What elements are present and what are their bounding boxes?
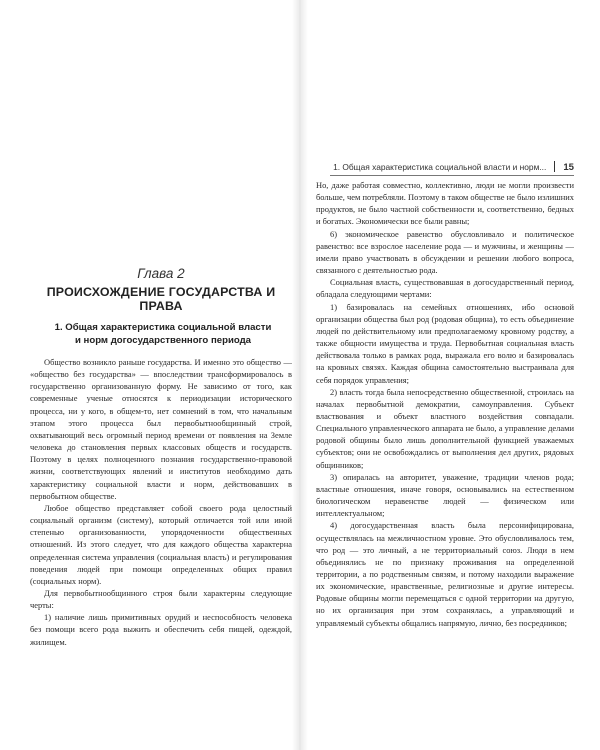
section-title-line-2: и норм догосударственного периода (74, 335, 252, 346)
left-page-body (30, 356, 292, 648)
running-head-title: 1. Общая характеристика социальной власти и норм... (333, 162, 547, 172)
body-paragraph: Социальная власть, существовавшая в догосударственный период, обладала следующими чертами: (316, 277, 574, 300)
body-paragraph: 2) власть тогда была непосредственно общественной, строилась на началах первобытной демократии, самоуправления. Субъект властвования и объект властного воздействия совпадали. Специального управленческого аппарата не было, а управление делами родовой общины было лишь дополнительной функцией уважаемых субъектов; они не освобождались от выполнения дел других, рядовых общинников; (316, 386, 574, 470)
body-paragraph: Но, даже работая совместно, коллективно, люди не могли произвести больше, чем потребляли. Поэтому в таком обществе не было излишних продуктов, не было частной собственности и, соответственно, бедных и богатых. Экономически все были равны; (316, 180, 574, 227)
chapter-title: ПРОИСХОЖДЕНИЕ ГОСУДАРСТВА И ПРАВА (46, 285, 276, 313)
body-paragraph: Любое общество представляет собой своего рода целостный социальный организм (систему), который отличается той или иной степенью организованности, упорядоченности общественных отношений. Из этого следует, что для каждого общества характерна определенная система управления (социальная власть) и регулирования поведения людей при помощи определенных общих правил (социальных норм). (30, 502, 292, 586)
section-title (40, 321, 286, 347)
chapter-label: Глава 2 (137, 266, 185, 281)
running-head-divider (554, 161, 555, 172)
running-head (330, 161, 574, 176)
body-paragraph: 3) опиралась на авторитет, уважение, традиции членов рода; властные отношения, иначе говоря, основывались на естественном биологическом неравенстве людей — физическом или интеллектуальном; (316, 471, 574, 519)
body-paragraph: 6) экономическое равенство обусловливало и политическое равенство: все взрослое население рода — и мужчины, и женщины — имели право участвовать в обсуждении и решении любого вопроса, связанного с деятельностью рода. (316, 228, 574, 276)
book-gutter (292, 0, 308, 750)
body-paragraph: 1) наличие лишь примитивных орудий и неспособность человека без помощи всего рода выжить и обеспечить себя пищей, одеждой, жилищем. (30, 612, 292, 647)
right-page-body (316, 179, 574, 629)
body-paragraph: 4) догосударственная власть была персонифицирована, осуществлялась на межличностном уровне. Это обусловливалось тем, что род — это личный, а не территориальный союз. Люди в нем объединялись не по признаку проживания на определенной территории, а по родственным связям, и потому находили выражение их экономические, нравственные, религиозные и другие интересы. Родовые общины могли перемещаться с одной территории на другую, но их организация при этом сохранялась, а управляющий и управляемый субъекты общались напрямую, лично, без посредников; (316, 520, 574, 628)
body-paragraph: Для первобытнообщинного строя были характерны следующие черты: (30, 587, 292, 611)
page-number: 15 (563, 162, 574, 173)
body-paragraph: Общество возникло раньше государства. И именно это общество — «общество без государства» — впоследствии трансформировалось в государственно организованную форму. Не зависимо от того, как современные ученые относятся к периодизации исторического процесса, ни у кого, в общем-то, нет сомнений в том, что начальным этапом этого процесса был первобытнообщинный строй, охватывающий весь огромный период времени от появления на Земле человека до становления первых классовых обществ и государств. Поэтому в целях полноценного познания государственно-правовой жизни, соответствующих явлений и институтов необходимо дать характеристику социальной власти и норм, действовавших в первобытном обществе. (30, 357, 292, 501)
section-title-line-1: 1. Общая характеристика социальной власти (54, 322, 272, 333)
body-paragraph: 1) базировалась на семейных отношениях, ибо основой организации общества был род (родовая община), то есть объединение людей по действительному или предполагаемому кровному родству, а также общности имущества и труда. Первобытная социальная власть действовала только в рамках рода, выражала его волю и базировалась на кровных связях. Каждая община самостоятельно выстраивала для себя порядок управления; (316, 301, 574, 385)
